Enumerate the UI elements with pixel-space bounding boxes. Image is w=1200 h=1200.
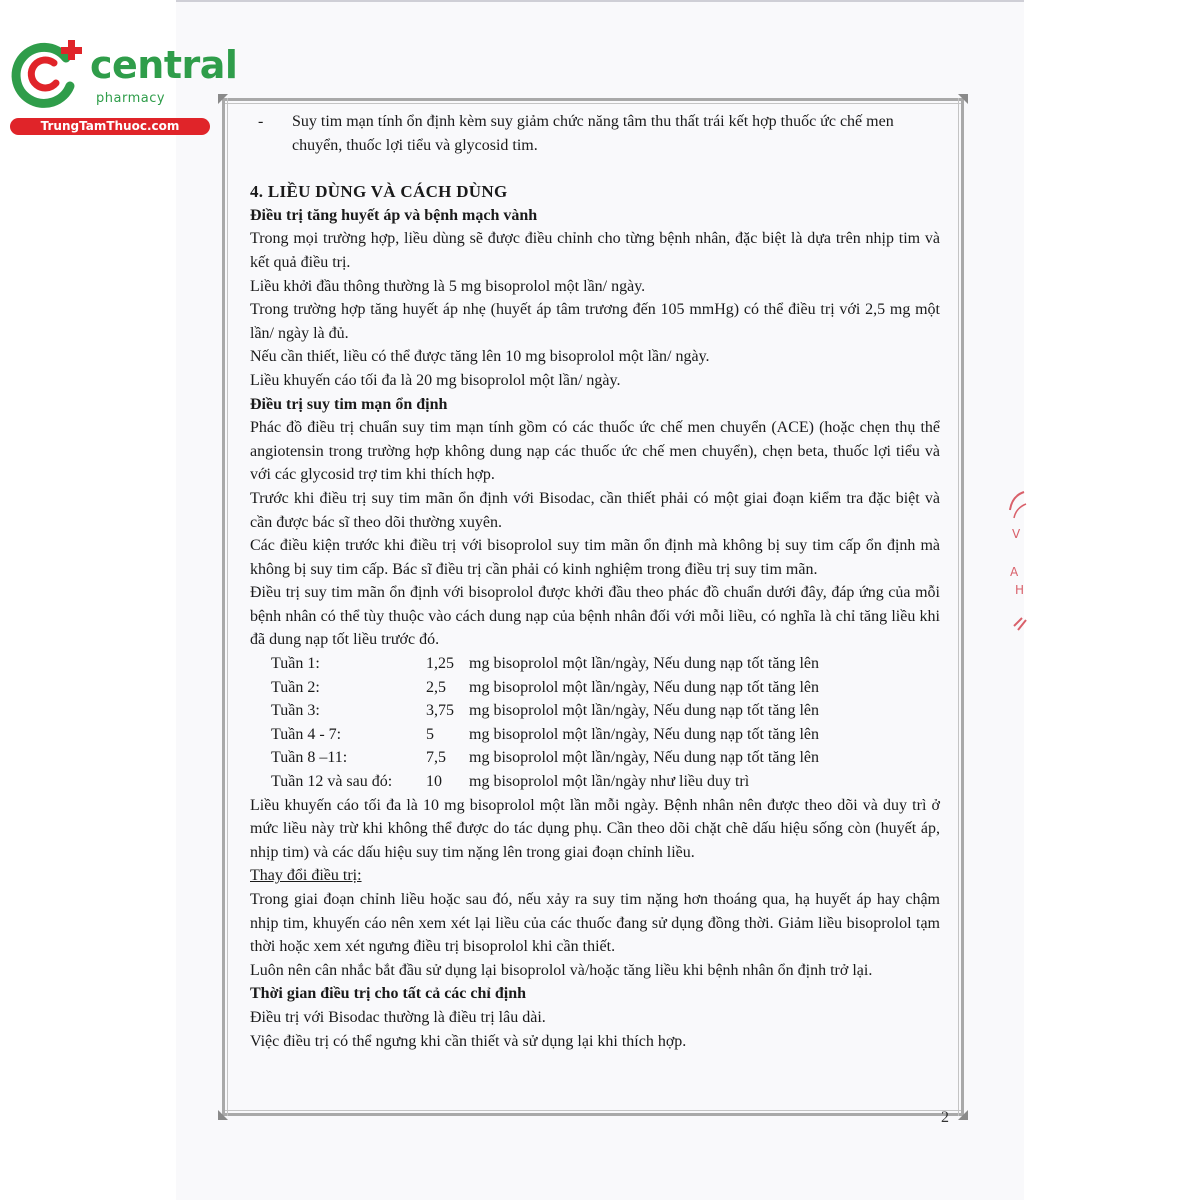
dose-desc: mg bisoprolol một lần/ngày, Nếu dung nạp tốt tăng lên: [469, 749, 820, 767]
dose-amount: 3,75: [426, 702, 454, 720]
paragraph: Trước khi điều trị suy tim mãn ổn định với Bisodac, cần thiết phải có một giai đoạn kiểm tra đặc biệt và cần được bác sĩ theo dõi thường xuyên.: [250, 489, 940, 531]
paragraph: Điều trị với Bisodac thường là điều trị lâu dài.: [250, 1008, 546, 1026]
paragraph: Trong mọi trường hợp, liều dùng sẽ được điều chỉnh cho từng bệnh nhân, đặc biệt là dựa trên nhịp tim và kết quả điều trị.: [250, 230, 940, 271]
subheading-hypertension: Điều trị tăng huyết áp và bệnh mạch vành: [250, 206, 538, 224]
dose-row: [250, 770, 940, 794]
paragraph: Điều trị suy tim mãn ổn định với bisoprolol được khởi đầu theo phác đồ chuẩn dưới đây, đáp ứng của mỗi bệnh nhân có thể tùy thuộc vào cách dung nạp của bệnh nhân đối với mỗi liều, có nghĩa là chỉ tăng liều khi đã dung nạp tốt liều trước đó.: [250, 584, 940, 649]
corner-ornament-icon: [218, 1110, 228, 1120]
dose-week: Tuần 1:: [271, 655, 320, 673]
dose-desc: mg bisoprolol một lần/ngày, Nếu dung nạp tốt tăng lên: [469, 655, 820, 673]
pharmacy-logo[interactable]: [10, 38, 238, 138]
section-heading: 4. LIỀU DÙNG VÀ CÁCH DÙNG: [250, 182, 508, 202]
paragraph: Liều khởi đầu thông thường là 5 mg bisoprolol một lần/ ngày.: [250, 277, 646, 295]
page-number: 2: [941, 1109, 949, 1126]
dose-desc: mg bisoprolol một lần/ngày, Nếu dung nạp tốt tăng lên: [469, 725, 820, 743]
dose-desc: mg bisoprolol một lần/ngày, Nếu dung nạp tốt tăng lên: [469, 678, 820, 696]
dose-week: Tuần 12 và sau đó:: [271, 773, 393, 791]
bullet-text: Suy tim mạn tính ổn định kèm suy giảm chức năng tâm thu thất trái kết hợp thuốc ức chế men chuyển, thuốc lợi tiểu và glycosid tim.: [292, 113, 894, 154]
dose-amount: 1,25: [426, 655, 454, 673]
dose-schedule: [250, 652, 940, 794]
dose-amount: 5: [426, 725, 434, 743]
logo-mark-icon: [10, 38, 90, 115]
svg-text:H: H: [1015, 583, 1025, 597]
dose-row: [250, 699, 940, 723]
paragraph: Luôn nên cân nhắc bắt đầu sử dụng lại bisoprolol và/hoặc tăng liều khi bệnh nhân ổn định trở lại.: [250, 961, 873, 979]
subheading-heart-failure: Điều trị suy tim mạn ổn định: [250, 395, 448, 413]
page-top-edge: [176, 0, 1024, 2]
logo-subtitle: pharmacy: [96, 91, 166, 106]
dose-week: Tuần 4 - 7:: [271, 725, 342, 743]
indication-bullet: [250, 110, 940, 157]
dose-week: Tuần 8 –11:: [271, 749, 348, 767]
paragraph: Liều khuyến cáo tối đa là 10 mg bisoprolol một lần mỗi ngày. Bệnh nhân nên được theo dõi và duy trì ở mức liều này trừ khi không thể được do tác dụng phụ. Cần theo dõi chặt chẽ dấu hiệu sống còn (huyết áp, nhịp tim) và các dấu hiệu suy tim nặng lên trong giai đoạn chỉnh liều.: [250, 796, 940, 861]
document-body: [250, 110, 940, 1053]
paragraph: Việc điều trị có thể ngưng khi cần thiết và sử dụng lại khi thích hợp.: [250, 1032, 687, 1050]
dose-desc: mg bisoprolol một lần/ngày, Nếu dung nạp tốt tăng lên: [469, 702, 820, 720]
logo-url-badge[interactable]: TrungTamThuoc.com: [10, 118, 210, 135]
dose-amount: 10: [426, 773, 442, 791]
dose-desc: mg bisoprolol một lần/ngày như liều duy trì: [469, 773, 750, 791]
subheading-duration: Thời gian điều trị cho tất cả các chỉ định: [250, 985, 526, 1003]
dose-amount: 2,5: [426, 678, 446, 696]
logo-name: central: [90, 43, 238, 87]
paragraph: Liều khuyến cáo tối đa là 20 mg bisoprolol một lần/ ngày.: [250, 371, 621, 389]
paragraph: Trong giai đoạn chỉnh liều hoặc sau đó, nếu xảy ra suy tim nặng hơn thoáng qua, hạ huyết áp hay chậm nhịp tim, khuyến cáo nên xem xét lại liều của các thuốc đang sử dụng đồng thời. Giảm liều bisoprolol tạm thời hoặc xem xét ngưng điều trị bisoprolol khi cần thiết.: [250, 891, 940, 956]
dose-row: [250, 652, 940, 676]
svg-text:V: V: [1012, 527, 1021, 541]
corner-ornament-icon: [958, 94, 968, 104]
dose-amount: 7,5: [426, 749, 446, 767]
bullet-dash: -: [258, 113, 264, 130]
dose-row: [250, 676, 940, 700]
dose-row: [250, 723, 940, 747]
paragraph: Phác đồ điều trị chuẩn suy tim mạn tính gồm có các thuốc ức chế men chuyển (ACE) (hoặc chẹn thụ thể angiotensin trong trường hợp không dung nạp các thuốc ức chế men chuyển), chẹn beta, thuốc lợi tiểu và với các glycosid trợ tim khi thích hợp.: [250, 419, 940, 484]
dose-week: Tuần 3:: [271, 702, 320, 720]
corner-ornament-icon: [218, 94, 228, 104]
subheading-treatment-change: Thay đổi điều trị:: [250, 867, 362, 885]
corner-ornament-icon: [958, 1110, 968, 1120]
paragraph: Các điều kiện trước khi điều trị với bisoprolol suy tim mãn ổn định mà không bị suy tim cấp ổn định mà không bị suy tim cấp. Bác sĩ điều trị cần phải có kinh nghiệm trong điều trị suy tim mãn.: [250, 537, 940, 578]
svg-text:A: A: [1010, 565, 1019, 579]
paragraph: Nếu cần thiết, liều có thể được tăng lên 10 mg bisoprolol một lần/ ngày.: [250, 348, 710, 366]
dose-row: [250, 746, 940, 770]
paragraph: Trong trường hợp tăng huyết áp nhẹ (huyết áp tâm trương đến 105 mmHg) có thể điều trị với 2,5 mg một lần/ ngày là đủ.: [250, 301, 940, 342]
dose-week: Tuần 2:: [271, 678, 320, 696]
stamp-fragment-icon: [1002, 484, 1032, 634]
